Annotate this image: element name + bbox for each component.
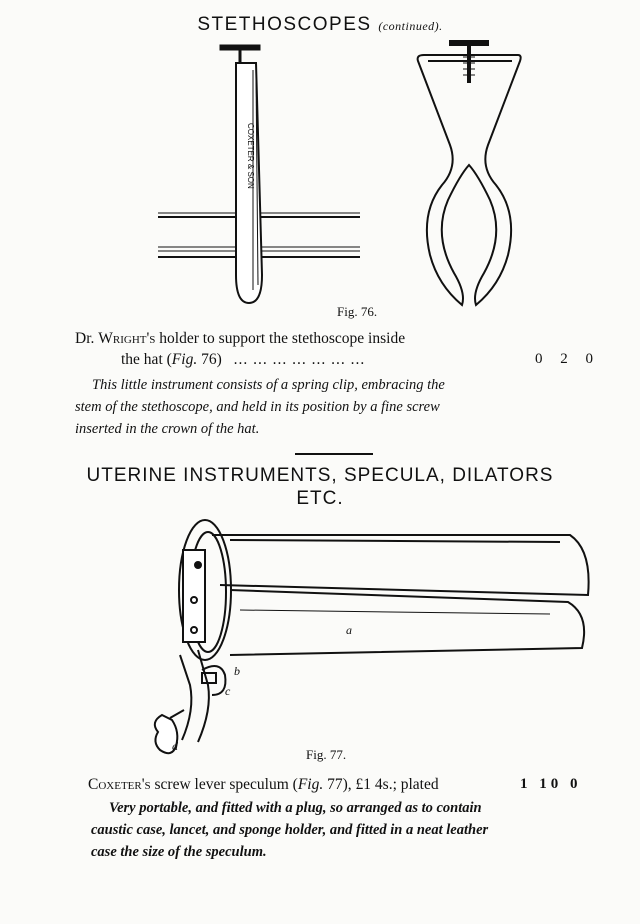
section-heading-line2: ETC. [296, 488, 344, 509]
item77-desc-line3: case the size of the speculum. [91, 844, 267, 860]
label-d: d [172, 739, 178, 753]
item76-name: Wright's [98, 330, 156, 347]
label-b: b [234, 664, 240, 678]
figure-76-illustration [150, 35, 610, 320]
item77-line1: Coxeter's screw lever speculum (Fig. 77), £1 4s.; plated [88, 776, 439, 793]
leader-dots: ... ... ... ... ... ... ... [233, 351, 366, 368]
item77-price: 1 10 0 [520, 776, 582, 792]
item76-desc-line3: inserted in the crown of the hat. [75, 421, 260, 437]
item76-price: 0 2 0 [535, 351, 600, 367]
item76-desc-line1: This little instrument consists of a spring clip, embracing the [92, 377, 445, 393]
item76-desc-line2: stem of the stethoscope, and held in its position by a fine screw [75, 399, 440, 415]
label-c: c [225, 684, 231, 698]
page-title [0, 14, 640, 36]
engraving-text: COXETER & SON [246, 123, 255, 189]
title-continued: (continued). [378, 19, 443, 33]
figure-76-caption: Fig. 76. [337, 304, 378, 319]
section-divider [295, 453, 373, 455]
figure-77-caption: Fig. 77. [306, 747, 347, 762]
section-heading-line1: UTERINE INSTRUMENTS, SPECULA, DILATORS [86, 465, 554, 486]
item77-desc-line2: caustic case, lancet, and sponge holder, and fitted in a neat leather [91, 822, 489, 838]
item77-name: Coxeter's [88, 776, 151, 793]
figure-77-illustration [150, 510, 610, 770]
item77-desc-line1: Very portable, and fitted with a plug, so arranged as to contain [109, 800, 482, 816]
item76-line1: Dr. Wright's holder to support the stethoscope inside [75, 330, 406, 347]
title-text: STETHOSCOPES [197, 14, 372, 35]
label-a: a [346, 623, 352, 637]
item76-line2: the hat (Fig. 76) ... ... ... ... ... ... ... [121, 351, 366, 368]
